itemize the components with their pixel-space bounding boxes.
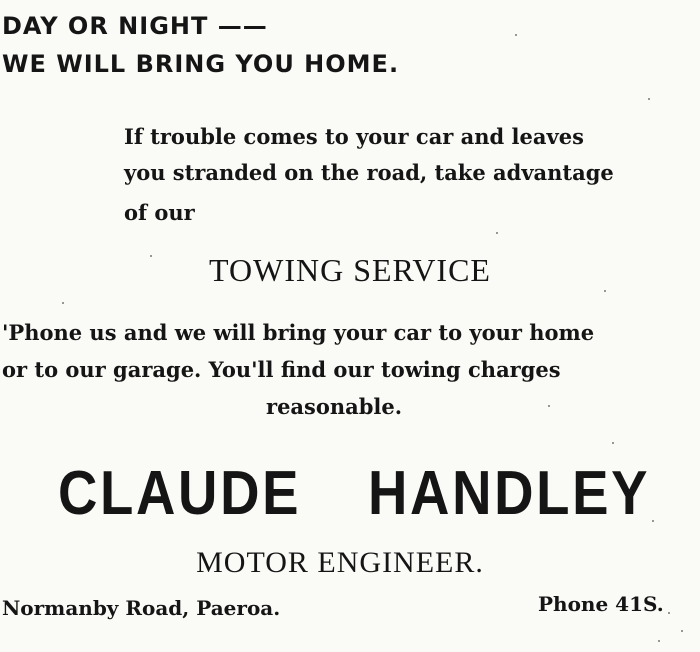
details-line-1: 'Phone us and we will bring your car to your home [2, 320, 595, 345]
details-line-2: or to our garage. You'll find our towing charges [2, 357, 561, 382]
business-first-name: CLAUDE [58, 459, 302, 528]
details-line-3: reasonable. [266, 394, 403, 419]
intro-line-2: you stranded on the road, take advantage [124, 160, 614, 185]
business-last-name: HANDLEY [368, 459, 651, 528]
heading-line-1: DAY OR NIGHT —— [2, 12, 268, 40]
business-phone: Phone 41S. [538, 592, 664, 616]
business-address: Normanby Road, Paeroa. [2, 596, 281, 620]
intro-line-3: of our [124, 200, 195, 225]
service-title: TOWING SERVICE [209, 252, 491, 288]
intro-line-1: If trouble comes to your car and leaves [124, 124, 584, 149]
business-profession: MOTOR ENGINEER. [196, 546, 484, 579]
heading-line-2: WE WILL BRING YOU HOME. [2, 50, 400, 78]
